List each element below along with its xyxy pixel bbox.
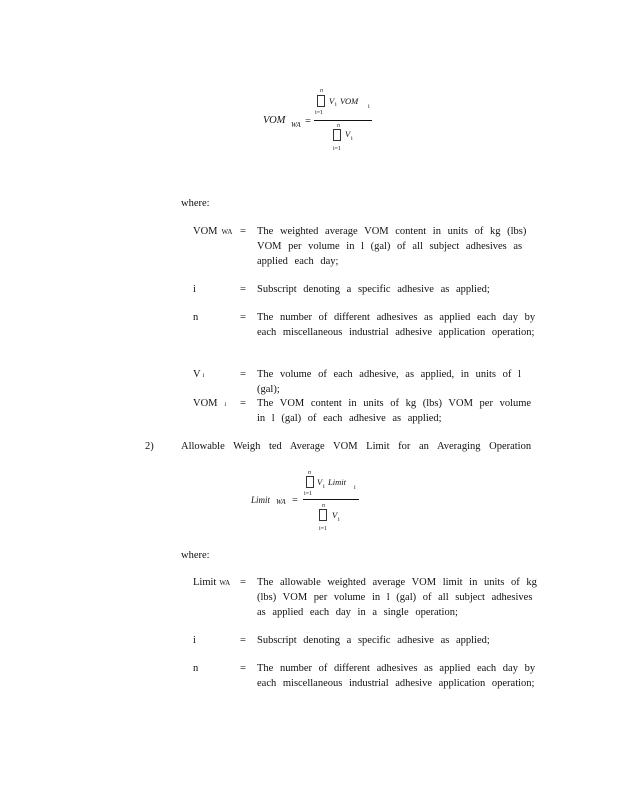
formula2-lhs-sub: WA xyxy=(276,498,286,506)
definition-text: The allowable weighted average VOM limit in units of kg (lbs) VOM per volume in l (gal) of all subject adhesives as applied each day in a single operation; xyxy=(257,577,537,618)
summation-icon xyxy=(333,129,341,141)
formula1-fraction-bar xyxy=(314,120,372,121)
where-label: where: xyxy=(181,550,210,561)
formula1-equals: = xyxy=(305,116,311,127)
summation-icon xyxy=(319,509,327,521)
definition-text: The number of different adhesives as applied each day by each miscellaneous industrial adhesive application operation; xyxy=(257,312,536,338)
formula1-lhs-sub: WA xyxy=(291,121,301,129)
section-heading: Allowable Weigh ted Average VOM Limit for an Averaging Operation xyxy=(181,441,532,452)
formula1-num-term2-sub: i xyxy=(368,104,370,110)
summation-icon xyxy=(306,476,314,488)
formula2-num-term: V xyxy=(317,477,323,487)
definition-symbol: Vi xyxy=(193,369,205,380)
definition-symbol: VOM WA xyxy=(193,226,233,237)
definition-equals: = xyxy=(240,577,246,588)
definition-equals: = xyxy=(240,398,246,409)
definition-text: The volume of each adhesive, as applied, in units of l (gal); xyxy=(257,369,521,395)
formula2-equals: = xyxy=(292,495,298,506)
formula2-den-term-sub: i xyxy=(338,517,340,523)
definition-equals: = xyxy=(240,284,246,295)
formula1-num-term2: VOM xyxy=(340,96,359,106)
formula1-num-sum-sub: i=1 xyxy=(315,110,324,116)
formula2-lhs: Limit xyxy=(251,495,271,505)
formula1-den-term: V xyxy=(345,129,351,139)
formula2-num-term2: Limit xyxy=(328,477,346,487)
definition-symbol: Limit WA xyxy=(193,577,231,588)
formula2-num-sum-sup: n xyxy=(308,470,311,476)
definition-equals: = xyxy=(240,635,246,646)
definition-symbol: n xyxy=(193,312,199,323)
definition-equals: = xyxy=(240,226,246,237)
definition-equals: = xyxy=(240,663,246,674)
formula1-num-sum-sup: n xyxy=(320,88,323,94)
formula2-num-term-sub: i xyxy=(323,484,325,490)
formula1-den-sum-sub: i=1 xyxy=(333,146,342,152)
formula2-den-term: V xyxy=(332,510,338,520)
definition-equals: = xyxy=(240,312,246,323)
formula1-num-term: V xyxy=(329,96,335,106)
definition-equals: = xyxy=(240,369,246,380)
formula2-den-sum-sub: i=1 xyxy=(319,526,328,532)
section-number: 2) xyxy=(145,441,154,452)
formula1-lhs: VOM xyxy=(263,115,286,126)
formula2-num-sum-sub: i=1 xyxy=(304,491,313,497)
formula1-den-sum-sup: n xyxy=(337,123,340,129)
definition-symbol: i xyxy=(193,284,196,295)
definition-symbol: n xyxy=(193,663,199,674)
formula1-num-term-sub: i xyxy=(335,102,337,108)
definition-symbol: i xyxy=(193,635,196,646)
definition-text: Subscript denoting a specific adhesive as applied; xyxy=(257,635,490,646)
where-label: where: xyxy=(181,198,210,209)
formula2-fraction-bar xyxy=(303,499,359,500)
summation-icon xyxy=(317,95,325,107)
definition-text: The weighted average VOM content in units of kg (lbs) VOM per volume in l (gal) of all subject adhesives as applied each day; xyxy=(257,226,527,267)
formula2-den-sum-sup: n xyxy=(322,503,325,509)
formula2-num-term2-sub: i xyxy=(354,485,356,491)
definition-text: The number of different adhesives as applied each day by each miscellaneous industrial adhesive application operation; xyxy=(257,663,536,689)
formula1-den-term-sub: i xyxy=(351,136,353,142)
definition-text: The VOM content in units of kg (lbs) VOM per volume in l (gal) of each adhesive as applied; xyxy=(257,398,532,424)
definition-text: Subscript denoting a specific adhesive as applied; xyxy=(257,284,490,295)
definition-symbol: VOM i xyxy=(193,398,227,409)
